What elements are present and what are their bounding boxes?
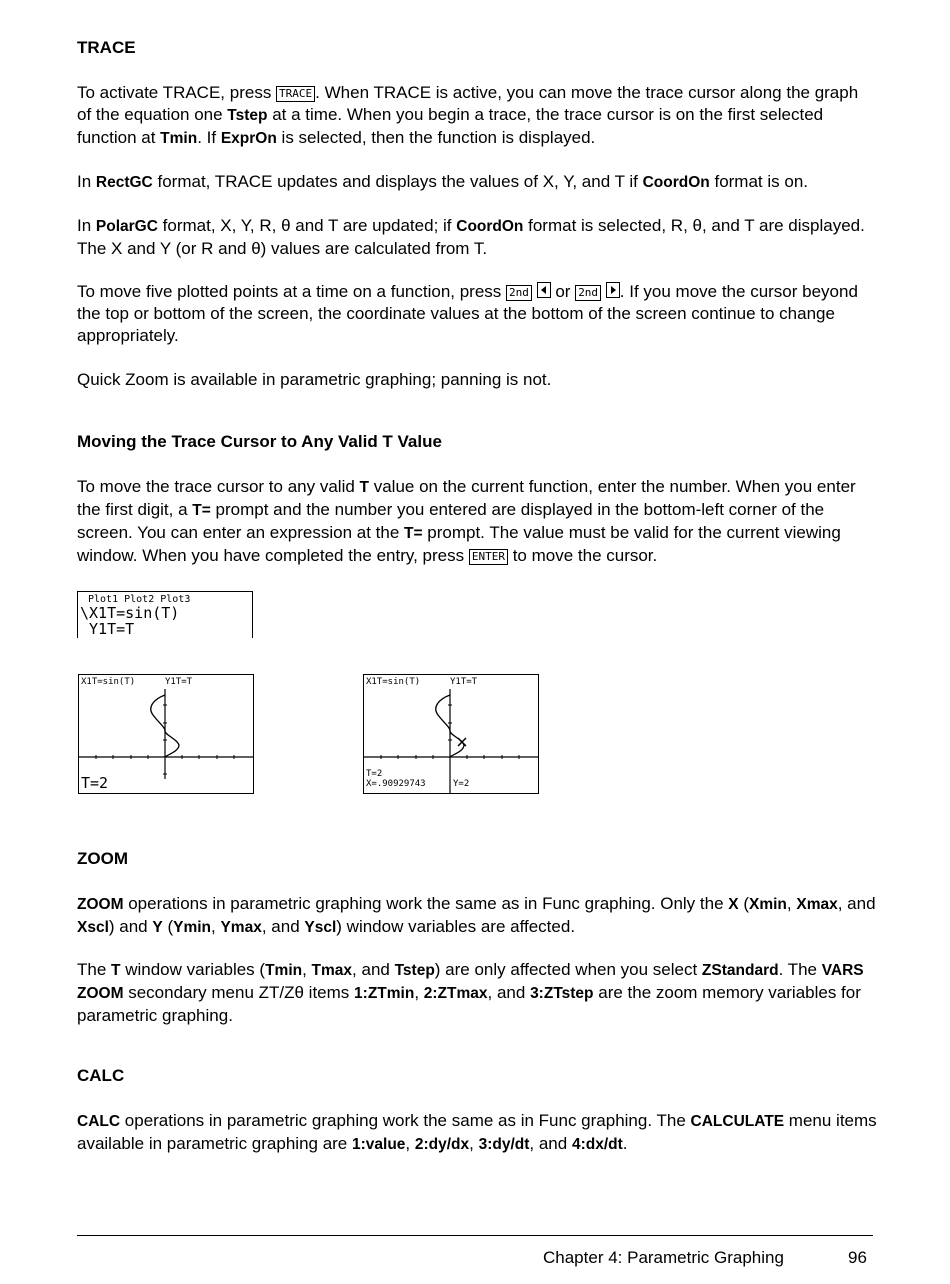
trace-cursor <box>458 738 466 746</box>
x1t-equation: \X1T=sin(T) <box>80 604 180 622</box>
calc-heading: CALC <box>77 1066 125 1085</box>
graph-screen-1 <box>78 674 254 794</box>
t-prompt: T=2 <box>81 774 109 792</box>
zoom-paragraph-1: ZOOM operations in parametric graphing work the same as in Func graphing. Only the X (Xmin, Xmax, and Xscl) and Y (Ymin, Ymax, and Yscl) window variables are affected. <box>77 894 876 936</box>
parametric-graph-2 <box>364 675 538 793</box>
zoom-paragraph-2: The T window variables (Tmin, Tmax, and Tstep) are only affected when you select ZStandard. The VARS ZOOM secondary menu ZT/Zθ items 1:ZTmin, 2:ZTmax, and 3:ZTstep are the zoom memory variables for parametric graphing. <box>77 960 864 1025</box>
t-readout: T=2 <box>366 769 383 779</box>
footer-chapter: Chapter 4: Parametric Graphing <box>543 1248 784 1267</box>
moving-paragraph: To move the trace cursor to any valid T value on the current function, enter the number. When you enter the first digit, a T= prompt and the number you entered are displayed in the bottom-left corner of the screen. You can enter an expression at the T= prompt. The value must be valid for the current viewing window. When you have completed the entry, press ENTER to move the cursor. <box>77 477 856 565</box>
x-readout: X=.90929743 <box>366 779 426 789</box>
y-editor-screen <box>77 591 253 638</box>
trace-paragraph-4: To move five plotted points at a time on a function, press 2nd or 2nd . If you move the cursor beyond the top or bottom of the screen, the coordinate values at the bottom of the screen continue to change appropriately. <box>77 282 858 345</box>
second-key: 2nd <box>575 285 601 301</box>
trace-key: TRACE <box>276 86 315 102</box>
moving-heading: Moving the Trace Cursor to Any Valid T Value <box>77 432 442 451</box>
trace-paragraph-1: To activate TRACE, press TRACE . When TRACE is active, you can move the trace cursor along the graph of the equation one Tstep at a time. When you begin a trace, the trace cursor is on the first selected function at Tmin. If ExprOn is selected, then the function is displayed. <box>77 83 859 147</box>
trace-paragraph-5: Quick Zoom is available in parametric graphing; panning is not. <box>77 370 552 389</box>
page-number: 96 <box>848 1248 867 1267</box>
y1t-equation: Y1T=T <box>80 620 135 638</box>
x1t-label: X1T=sin(T) <box>81 677 136 687</box>
plot-tabs: Plot1 Plot2 Plot3 <box>88 594 191 605</box>
trace-paragraph-3: In PolarGC format, X, Y, R, θ and T are updated; if CoordOn format is selected, R, θ, and T are displayed. The X and Y (or R and θ) values are calculated from T. <box>77 216 865 258</box>
y1t-label: Y1T=T <box>165 677 193 687</box>
trace-heading: TRACE <box>77 38 136 57</box>
y-readout: Y=2 <box>453 779 470 789</box>
y1t-label: Y1T=T <box>450 677 478 687</box>
calc-paragraph: CALC operations in parametric graphing work the same as in Func graphing. The CALCULATE menu items available in parametric graphing are 1:value, 2:dy/dx, 3:dy/dt, and 4:dx/dt. <box>77 1111 877 1153</box>
enter-key: ENTER <box>469 549 508 565</box>
right-arrow-key-icon <box>606 282 620 298</box>
zoom-heading: ZOOM <box>77 849 128 868</box>
trace-paragraph-2: In RectGC format, TRACE updates and displays the values of X, Y, and T if CoordOn format is on. <box>77 172 809 191</box>
second-key: 2nd <box>506 285 532 301</box>
left-arrow-key-icon <box>537 282 551 298</box>
graph-screen-2 <box>363 674 539 794</box>
footer-divider <box>77 1235 873 1236</box>
x1t-label: X1T=sin(T) <box>366 677 421 687</box>
